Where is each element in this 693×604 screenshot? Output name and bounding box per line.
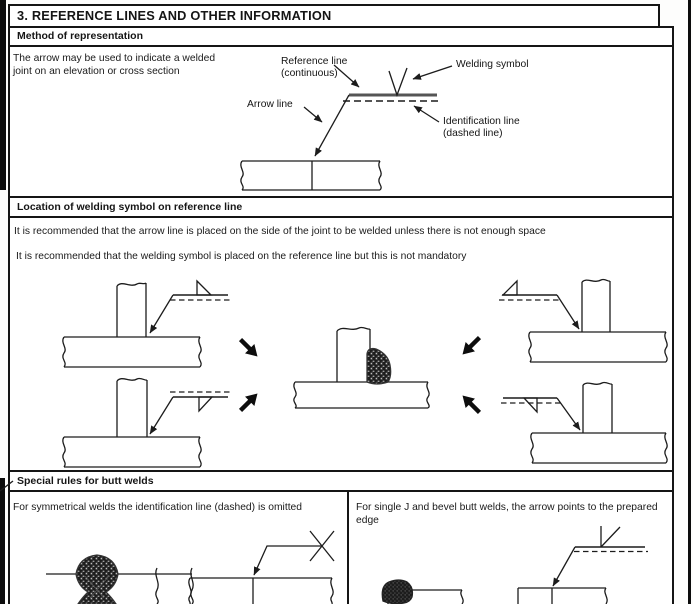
location-header: Location of welding symbol on reference line xyxy=(17,201,243,213)
symmetrical-rule-text: For symmetrical welds the identification line (dashed) is omitted xyxy=(13,502,303,513)
page-title: 3. REFERENCE LINES AND OTHER INFORMATION xyxy=(17,8,332,23)
title-bar xyxy=(8,4,660,28)
identification-line-label: Identification line (dashed line) xyxy=(443,116,520,139)
location-recommendation-2: It is recommended that the welding symbol is placed on the reference line but this is not mandatory xyxy=(16,251,467,262)
single-j-rule-text: For single J and bevel butt welds, the arrow points to the prepared edge xyxy=(356,502,658,526)
method-body-line1: The arrow may be used to indicate a welded xyxy=(13,53,216,64)
scan-edge-right xyxy=(688,0,691,604)
welding-symbol-label: Welding symbol xyxy=(456,59,529,70)
location-recommendation-1: It is recommended that the arrow line is placed on the side of the joint to be welded unless there is not enough space xyxy=(14,226,546,237)
arrow-line-label: Arrow line xyxy=(247,99,293,110)
method-body-line2: joint on an elevation or cross section xyxy=(13,65,180,77)
method-header: Method of representation xyxy=(17,30,144,42)
butt-welds-header: Special rules for butt welds xyxy=(17,475,154,487)
scan-edge-left-top xyxy=(0,0,6,190)
method-body xyxy=(13,53,263,78)
location-header-bar xyxy=(8,196,674,218)
butt-welds-header-bar xyxy=(8,470,674,492)
scan-edge-left-bottom xyxy=(0,478,5,604)
method-header-bar xyxy=(8,26,674,47)
column-divider xyxy=(347,490,349,604)
reference-line-label: Reference line (continuous) xyxy=(281,56,348,79)
